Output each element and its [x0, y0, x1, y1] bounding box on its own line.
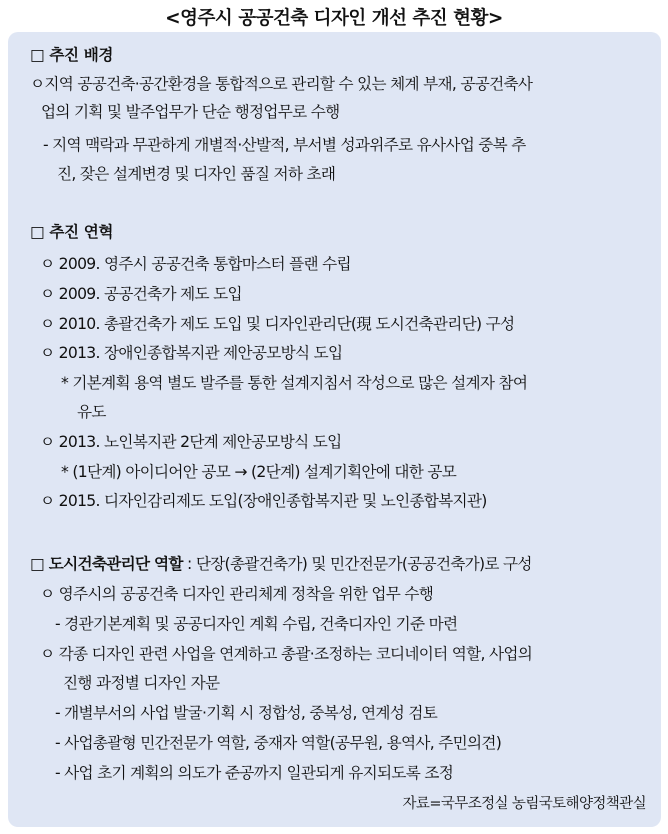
- list-item: ㅇ 2009. 영주시 공공건축 통합마스터 플랜 수립: [40, 255, 351, 273]
- list-item: ㅇ 2010. 총괄건축가 제도 도입 및 디자인관리단(現 도시건축관리단) 구성: [40, 315, 515, 333]
- list-item: ㅇ 영주시의 공공건축 디자인 관리체계 정착을 위한 업무 수행: [40, 585, 434, 603]
- list-item: 진행 과정별 디자인 자문: [63, 674, 220, 692]
- list-item: ㅇ 2015. 디자인감리제도 도입(장애인종합복지관 및 노인종합복지관): [40, 492, 487, 510]
- section-heading-role-title: □ 도시건축관리단 역할: [30, 555, 183, 573]
- list-item: ㅇ 각종 디자인 관련 사업을 연계하고 총괄·조정하는 코디네이터 역할, 사업의: [40, 645, 533, 663]
- list-item: 업의 기획 및 발주업무가 단순 행정업무로 수행: [41, 103, 340, 121]
- list-item: 유도: [77, 403, 106, 421]
- list-item: - 경관기본계획 및 공공디자인 계획 수립, 건축디자인 기준 마련: [55, 615, 458, 633]
- list-item: - 사업총괄형 민간전문가 역할, 중재자 역할(공무원, 용역사, 주민의견): [55, 734, 502, 752]
- list-item: - 지역 맥락과 무관하게 개별적·산발적, 부서별 성과위주로 유사사업 중복 추: [43, 136, 526, 154]
- list-item: ㅇ 2013. 노인복지관 2단계 제안공모방식 도입: [40, 433, 342, 451]
- list-item: ㅇ 2013. 장애인종합복지관 제안공모방식 도입: [40, 344, 343, 362]
- section-heading-role-desc: : 단장(총괄건축가) 및 민간전문가(공공건축가)로 구성: [182, 555, 532, 573]
- section-heading-role: [30, 554, 532, 574]
- list-item: ㅇ지역 공공건축·공간환경을 통합적으로 관리할 수 있는 체계 부재, 공공건축사: [30, 75, 533, 93]
- list-item: 진, 잦은 설계변경 및 디자인 품질 저하 초래: [57, 165, 336, 183]
- list-item: * 기본계획 용역 별도 발주를 통한 설계지침서 작성으로 많은 설계자 참여: [61, 374, 528, 392]
- list-item: * (1단계) 아이디어안 공모 → (2단계) 설계기획안에 대한 공모: [61, 463, 457, 481]
- source-note: 자료=국무조정실 농림국토해양정책관실: [402, 796, 646, 812]
- list-item: ㅇ 2009. 공공건축가 제도 도입: [40, 285, 242, 303]
- section-heading-history: □ 추진 연혁: [30, 223, 114, 241]
- section-heading-background: □ 추진 배경: [30, 46, 114, 64]
- list-item: - 개별부서의 사업 발굴·기획 시 정합성, 중복성, 연계성 검토: [55, 704, 438, 722]
- list-item: - 사업 초기 계획의 의도가 준공까지 일관되게 유지되도록 조정: [55, 764, 454, 782]
- page-title: <영주시 공공건축 디자인 개선 추진 현황>: [165, 8, 503, 29]
